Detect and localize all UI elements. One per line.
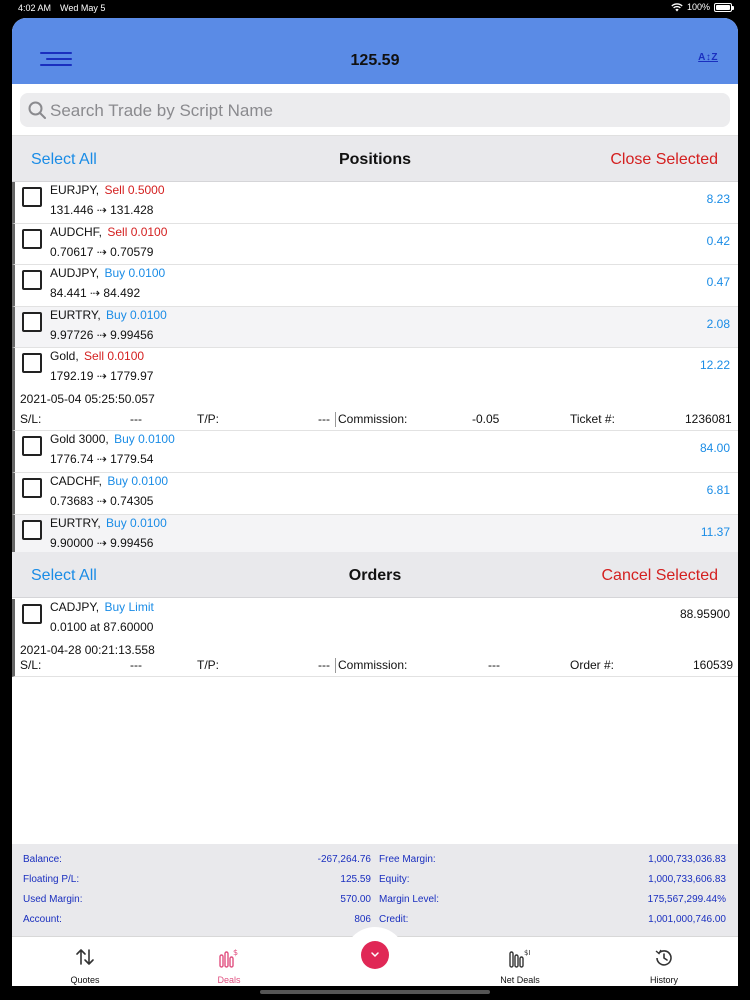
position-row[interactable] — [12, 224, 738, 266]
row-checkbox[interactable] — [22, 604, 42, 624]
position-side: Buy 0.0100 — [107, 473, 169, 488]
position-side: Buy 0.0100 — [106, 515, 167, 530]
position-symbol: Gold, — [50, 349, 79, 364]
search-bar — [12, 84, 738, 136]
floating-pl-label: Floating P/L: — [23, 874, 80, 885]
position-side: Buy 0.0100 — [106, 307, 167, 322]
position-prices: 1792.19 ⇢ 1779.97 — [50, 369, 154, 384]
tab-history[interactable] — [604, 937, 724, 986]
used-margin-label: Used Margin: — [23, 894, 83, 905]
tp-value: --- — [318, 412, 330, 427]
tab-net-deals[interactable] — [460, 937, 580, 986]
tab-bar — [12, 936, 738, 986]
positions-title: Positions — [338, 151, 411, 168]
position-side: Sell 0.5000 — [104, 183, 165, 197]
row-checkbox[interactable] — [22, 520, 42, 540]
tab-label: History — [649, 975, 678, 985]
orders-list — [12, 599, 738, 677]
margin-level-value: 175,567,299.44% — [647, 894, 726, 905]
tp-label: T/P: — [197, 412, 220, 427]
history-icon — [653, 947, 675, 969]
position-row[interactable] — [12, 515, 738, 557]
svg-text:$: $ — [233, 948, 239, 957]
equity-label: Equity: — [379, 874, 410, 885]
position-prices: 84.441 ⇢ 84.492 — [50, 286, 141, 301]
account-label: Account: — [23, 914, 62, 925]
position-side: Sell 0.0100 — [107, 224, 168, 239]
top-header — [12, 18, 738, 84]
tab-label: Deals — [217, 975, 241, 985]
position-symbol: EURTRY, — [50, 307, 101, 322]
order-symbol: CADJPY, — [50, 600, 100, 614]
order-details — [15, 656, 738, 676]
orders-header — [12, 552, 738, 598]
position-prices: 1776.74 ⇢ 1779.54 — [50, 452, 154, 467]
order-row[interactable] — [12, 599, 738, 677]
balance-label: Balance: — [23, 854, 62, 865]
position-symbol: AUDCHF, — [50, 224, 103, 239]
position-prices: 9.90000 ⇢ 9.99456 — [50, 535, 154, 550]
position-row[interactable] — [12, 473, 738, 515]
row-checkbox[interactable] — [22, 229, 42, 249]
free-margin-value: 1,000,733,036.83 — [648, 854, 726, 865]
equity-value: 1,000,733,606.83 — [648, 874, 726, 885]
commission-value: --- — [488, 658, 500, 672]
tp-value: --- — [318, 658, 330, 672]
position-profit: 2.08 — [706, 316, 730, 331]
positions-header — [12, 136, 738, 182]
tab-quotes[interactable] — [25, 937, 145, 986]
position-profit: 84.00 — [699, 441, 730, 456]
detail-divider — [335, 658, 336, 673]
account-summary — [12, 844, 738, 936]
commission-value: -0.05 — [472, 412, 500, 427]
position-symbol-line — [50, 308, 167, 322]
orders-title: Orders — [348, 567, 402, 584]
header-title: 125.59 — [350, 52, 400, 69]
wifi-icon — [671, 3, 683, 12]
order-time: 2021-04-28 00:21:13.558 — [20, 643, 155, 657]
position-details — [15, 410, 738, 430]
account-value: 806 — [354, 914, 371, 925]
position-symbol-line — [50, 432, 175, 446]
position-profit: 11.37 — [700, 524, 730, 539]
deals-icon — [218, 947, 240, 969]
orders-select-all-button[interactable]: Select All — [31, 567, 97, 584]
position-symbol: EURJPY, — [50, 183, 100, 197]
position-profit: 0.42 — [706, 233, 730, 248]
sl-label: S/L: — [20, 412, 42, 427]
status-time: 4:02 AM — [18, 3, 52, 13]
sort-az-icon[interactable]: A↕Z — [698, 52, 718, 63]
status-date: Wed May 5 — [60, 3, 106, 13]
collapse-fab-button[interactable] — [361, 941, 389, 969]
sl-value: --- — [130, 412, 142, 427]
position-symbol-line — [50, 474, 168, 488]
position-open-time: 2021-05-04 05:25:50.057 — [20, 392, 155, 407]
order-number-label: Order #: — [570, 658, 615, 672]
tp-label: T/P: — [197, 658, 220, 672]
tab-label: Quotes — [70, 975, 100, 985]
positions-list — [12, 182, 738, 556]
search-input[interactable] — [20, 93, 730, 127]
position-profit: 6.81 — [706, 482, 730, 497]
search-placeholder: Search Trade by Script Name — [50, 101, 273, 120]
sl-value: --- — [130, 658, 142, 672]
position-prices: 9.97726 ⇢ 9.99456 — [50, 327, 154, 342]
position-symbol: EURTRY, — [50, 515, 101, 530]
position-side: Buy 0.0100 — [114, 432, 175, 447]
position-row[interactable] — [12, 431, 738, 473]
position-symbol-line — [50, 183, 165, 197]
row-checkbox[interactable] — [22, 270, 42, 290]
position-prices: 0.70617 ⇢ 0.70579 — [50, 244, 154, 259]
battery-percent: 100% — [686, 2, 710, 12]
search-icon — [28, 101, 46, 119]
svg-text:$I: $I — [524, 949, 531, 957]
home-indicator[interactable] — [260, 990, 490, 994]
position-profit: 0.47 — [706, 275, 730, 290]
close-selected-button[interactable]: Close Selected — [610, 151, 718, 168]
commission-label: Commission: — [338, 658, 408, 672]
position-row[interactable] — [12, 265, 738, 307]
position-symbol-line — [50, 266, 165, 280]
position-prices: 0.73683 ⇢ 0.74305 — [50, 493, 154, 508]
position-symbol-line — [50, 349, 144, 363]
position-symbol: Gold 3000, — [50, 432, 109, 447]
status-bar — [0, 0, 750, 18]
arrows-updown-icon — [75, 947, 95, 967]
order-number-value: 160539 — [693, 658, 734, 672]
battery-icon — [714, 3, 732, 12]
order-symbol-line — [50, 600, 154, 614]
position-side: Buy 0.0100 — [104, 266, 166, 281]
row-checkbox[interactable] — [22, 312, 42, 332]
sl-label: S/L: — [20, 658, 42, 672]
credit-value: 1,001,000,746.00 — [648, 914, 726, 925]
chevron-down-icon — [369, 950, 381, 960]
net-deals-icon — [508, 947, 532, 969]
status-right — [671, 2, 732, 12]
row-checkbox[interactable] — [22, 187, 42, 207]
margin-level-label: Margin Level: — [379, 894, 440, 905]
tab-label: Net Deals — [500, 975, 540, 985]
floating-pl-value: 125.59 — [340, 874, 371, 885]
order-type: Buy Limit — [104, 600, 154, 614]
app-window — [12, 18, 738, 986]
position-profit: 8.23 — [706, 192, 730, 206]
ticket-value: 1236081 — [685, 412, 732, 427]
position-profit: 12.22 — [699, 358, 730, 373]
tab-deals[interactable] — [169, 937, 289, 986]
ticket-label: Ticket #: — [570, 412, 615, 427]
position-row[interactable] — [12, 182, 738, 224]
position-side: Sell 0.0100 — [84, 349, 145, 364]
commission-label: Commission: — [338, 412, 408, 427]
row-checkbox[interactable] — [22, 353, 42, 373]
position-symbol-line — [50, 225, 167, 239]
position-symbol: AUDJPY, — [50, 266, 100, 281]
order-volume-price: 0.0100 at 87.60000 — [50, 620, 154, 634]
position-row-expanded[interactable] — [12, 348, 738, 431]
cancel-selected-button[interactable]: Cancel Selected — [601, 567, 718, 584]
used-margin-value: 570.00 — [340, 894, 371, 905]
balance-value: -267,264.76 — [317, 854, 371, 865]
detail-divider — [335, 412, 336, 427]
position-symbol-line — [50, 516, 167, 530]
position-symbol: CADCHF, — [50, 473, 103, 488]
order-current-price: 88.95900 — [679, 607, 730, 621]
credit-label: Credit: — [379, 914, 409, 925]
position-prices: 131.446 ⇢ 131.428 — [50, 203, 154, 217]
row-checkbox[interactable] — [22, 478, 42, 498]
row-checkbox[interactable] — [22, 436, 42, 456]
free-margin-label: Free Margin: — [379, 854, 436, 865]
position-row[interactable] — [12, 307, 738, 349]
positions-select-all-button[interactable]: Select All — [31, 151, 97, 168]
